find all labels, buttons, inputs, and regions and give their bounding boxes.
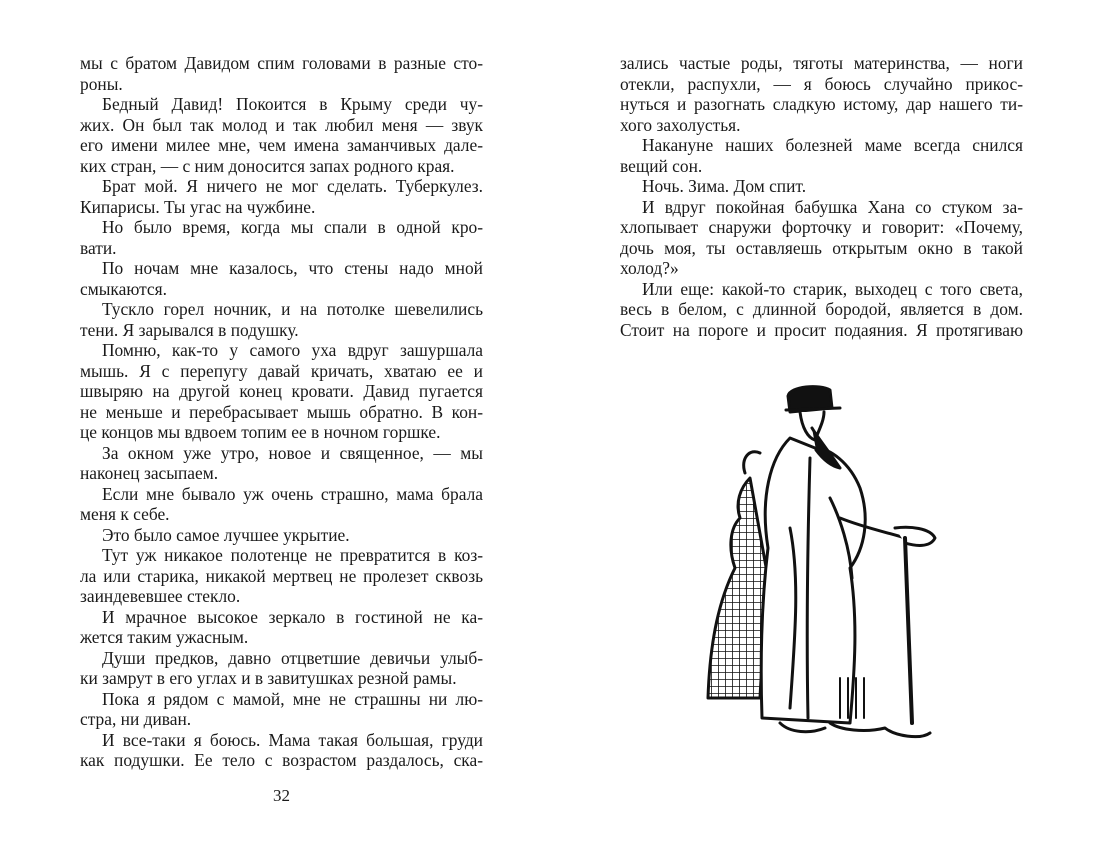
- left-page-text-line: его имени милее мне, чем имена заманчивых дале-: [80, 135, 483, 155]
- left-page-text-line: Брат мой. Я ничего не мог сделать. Туберкулез.: [102, 176, 483, 196]
- left-page-text-line: Пока я рядом с мамой, мне не страшны ни лю-: [102, 688, 483, 709]
- left-page-text-line: швыряю на другой конец кровати. Давид пугается: [80, 381, 483, 401]
- left-page-text-line: заиндевевшее стекло.: [80, 586, 241, 606]
- right-page-text-line: отекли, распухли, — я боюсь случайно прикос-: [620, 73, 1023, 94]
- left-page-text-line: смыкаются.: [80, 278, 167, 299]
- right-page-text-line: хлопывает снаружи форточку и говорит: «Почему,: [620, 217, 1023, 237]
- page-number: 32: [273, 786, 290, 805]
- left-page-text-line: жется таким ужасным.: [80, 627, 249, 647]
- right-page-text-line: Накануне наших болезней маме всегда снился: [642, 135, 1023, 155]
- right-page-text-line: весь в белом, с длинной бородой, является в дом.: [620, 299, 1023, 319]
- left-page-text-line: ки замрут в его углах и в завитушках резной рамы.: [80, 668, 457, 688]
- left-page-text-line: Кипарисы. Ты угас на чужбине.: [80, 196, 316, 217]
- left-page-text-line: За окном уже утро, новое и священное, — мы: [102, 442, 483, 463]
- left-page-text-line: Души предков, давно отцветшие девичьи улыб-: [102, 647, 483, 668]
- right-page-text-line: Стоит на пороге и просит подаяния. Я протягиваю: [620, 319, 1023, 340]
- left-page-text-line: стра, ни диван.: [80, 709, 192, 729]
- left-page-text-line: Помню, как-то у самого уха вдруг зашуршала: [102, 340, 483, 360]
- left-page-text-line: мы с братом Давидом спим головами в разные сто-: [80, 53, 483, 73]
- left-page-text-line: не меньше и перебрасывает мышь обратно. В кон-: [80, 401, 483, 422]
- right-page-text-line: вещий сон.: [620, 155, 703, 176]
- illustration-old-man-with-cane: [690, 378, 960, 760]
- right-page-text-line: дочь моя, ты оставляешь открытым окно в такой: [620, 237, 1023, 258]
- left-page-text-line: Если мне бывало уж очень страшно, мама брала: [102, 483, 483, 504]
- right-page-text-line: Ночь. Зима. Дом спит.: [642, 176, 807, 196]
- left-page-text-line: как подушки. Ее тело с возрастом раздалось, ска-: [80, 750, 483, 770]
- left-page-text-line: тени. Я зарывался в подушку.: [80, 319, 299, 340]
- right-page-text-line: Или еще: какой-то старик, выходец с того света,: [642, 278, 1023, 299]
- left-page-text-line: мышь. Я с перепугу давай кричать, хватаю ее и: [80, 360, 483, 381]
- ink-drawing: [690, 378, 960, 760]
- right-page-text-line: хого захолустья.: [620, 114, 741, 135]
- left-page-text-line: Тускло горел ночник, и на потолке шевелились: [102, 299, 483, 319]
- left-page-text-line: жих. Он был так молод и так любил меня — звук: [80, 114, 483, 135]
- left-page-text-line: вати.: [80, 237, 117, 258]
- left-page-text-line: И мрачное высокое зеркало в гостиной не ка-: [102, 606, 483, 627]
- left-page-text-line: По ночам мне казалось, что стены надо мной: [102, 258, 483, 278]
- left-page-text-line: И все-таки я боюсь. Мама такая большая, груди: [102, 729, 483, 750]
- left-page-text-line: наконец засыпаем.: [80, 463, 219, 483]
- left-page-text-line: це концов мы вдвоем топим ее в ночном горшке.: [80, 422, 441, 442]
- right-page-text-line: И вдруг покойная бабушка Хана со стуком за-: [642, 196, 1023, 217]
- left-page-text-line: Но было время, когда мы спали в одной кро-: [102, 217, 483, 237]
- left-page-text-line: роны.: [80, 73, 123, 94]
- left-page-text-line: ких стран, — с ним доносится запах родного края.: [80, 155, 455, 176]
- left-page-text-line: Тут уж никакое полотенце не превратится в коз-: [102, 545, 483, 565]
- right-page-text-line: холод?»: [620, 258, 679, 278]
- right-page-text-line: зались частые роды, тяготы материнства, — ноги: [620, 53, 1023, 73]
- left-page-text-line: ла или старика, никакой мертвец не пролезет сквозь: [80, 565, 483, 586]
- right-page-text-line: нуться и разогнать сладкую истому, дар нашего ти-: [620, 94, 1023, 114]
- right-page: [620, 53, 1023, 340]
- left-page-text-line: меня к себе.: [80, 504, 170, 524]
- left-page-text-line: Бедный Давид! Покоится в Крыму среди чу-: [102, 94, 483, 114]
- left-page-text-line: Это было самое лучшее укрытие.: [102, 524, 350, 545]
- left-page: [80, 53, 483, 771]
